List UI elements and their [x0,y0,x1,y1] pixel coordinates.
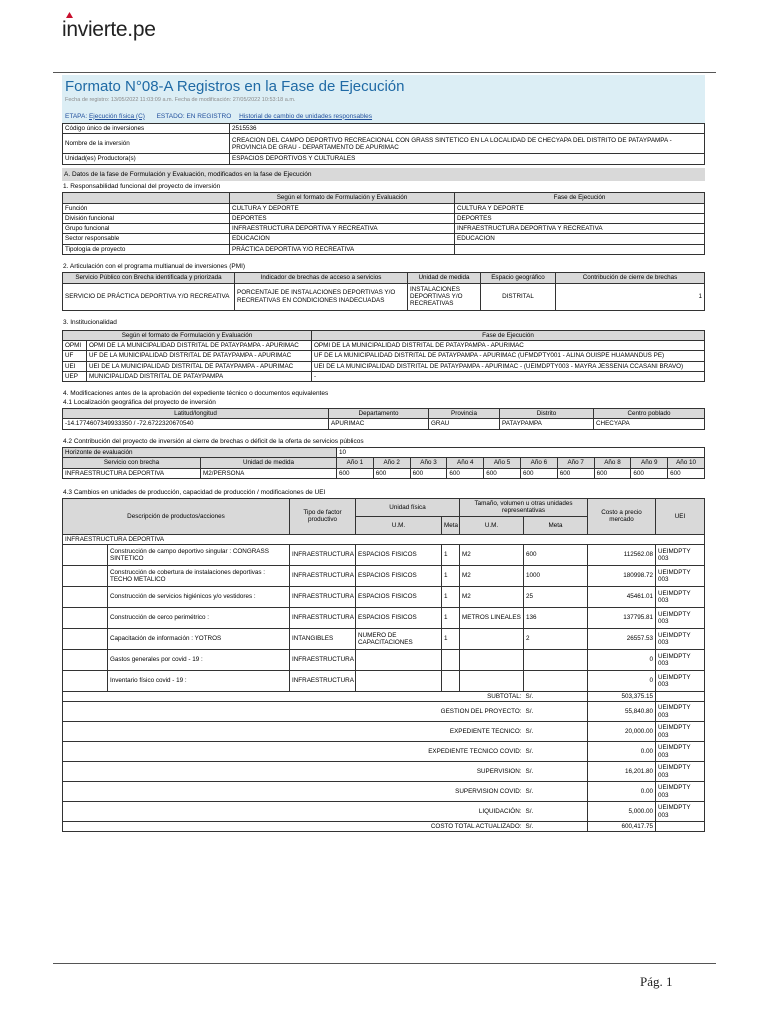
table-row [63,154,705,164]
table-row [63,244,705,254]
record-dates: Fecha de registro: 13/05/2022 11:03:09 a.m. Fecha de modificación: 27/05/2022 10:53:18 a.m. [65,97,296,104]
estado-label: ESTADO: [156,112,185,120]
desc-cell: Construcción de servicios higiénicos y/o vestidores : [108,586,290,607]
uei-cell: UEIMDPTY 003 [656,702,705,722]
group-row [63,534,705,544]
institucionalidad-table [62,330,705,382]
cell: INFRAESTRUCTURA DEPORTIVA Y RECREATIVA [230,224,455,234]
col-header: Tamaño, volumen u otras unidades representativas [460,499,588,516]
horizonte-label: Horizonte de evaluación [63,448,337,458]
footer-divider [53,963,716,964]
total-label: SUPERVISION: [63,762,524,782]
col-header: U.M. [460,516,524,534]
cell: INFRAESTRUCTURA [290,670,356,691]
total-label: SUPERVISION COVID: [63,782,524,802]
col-header: Costo a precio mercado [588,499,656,534]
table-row [63,448,705,458]
total-value: 0.00 [588,742,656,762]
total-label: GESTION DEL PROYECTO: [63,702,524,722]
total-row [63,822,705,832]
col-header: Año 1 [337,458,374,468]
cell: 600 [484,468,521,478]
currency: S/. [524,722,588,742]
table-row [63,124,705,134]
cell: INFRAESTRUCTURA [290,649,356,670]
total-row [63,691,705,701]
cell: 1000 [524,565,588,586]
desc-cell: Inventario físico covid - 19 : [108,670,290,691]
cell: PORCENTAJE DE INSTALACIONES DEPORTIVAS Y/O RECREATIVAS EN CONDICIONES INADECUADAS [235,283,408,310]
col-header: Servicio Público con Brecha identificada y priorizada [63,273,235,283]
cell: 600 [524,544,588,565]
total-label: EXPEDIENTE TECNICO COVID: [63,742,524,762]
cell: 600 [337,468,374,478]
cell: ESPACIOS FISICOS [356,586,442,607]
col-header: Año 3 [410,458,447,468]
total-value: 503,375.15 [588,691,656,701]
cell [442,670,460,691]
row-label: Sector responsable [63,234,230,244]
cell: 1 [442,607,460,628]
col-header: Año 8 [594,458,631,468]
total-row [63,702,705,722]
cell: 600 [373,468,410,478]
cell: METROS LINEALES [460,607,524,628]
cell: 600 [668,468,705,478]
currency: S/. [524,702,588,722]
cell: EDUCACION [455,234,705,244]
col-header: Latitud/longitud [63,409,329,419]
unidad-label: Unidad(es) Productora(s) [63,154,230,164]
cell: GRAU [429,419,500,429]
page-title: Formato N°08-A Registros en la Fase de Ejecución [65,78,405,95]
total-label: COSTO TOTAL ACTUALIZADO: [63,822,524,832]
table-row [63,468,705,478]
cell: 1 [442,628,460,649]
cost-cell: 180998.72 [588,565,656,586]
cell: M2 [460,586,524,607]
section-2-title: 2. Articulación con el programa multianual de inversiones (PMI) [63,262,246,270]
table-row [63,283,705,310]
cell: ESPACIOS FISICOS [356,544,442,565]
table-row [63,134,705,154]
cell: EDUCACION [230,234,455,244]
cell: UEI DE LA MUNICIPALIDAD DISTRITAL DE PATAYPAMPA - APURIMAC [87,361,312,371]
localizacion-table [62,408,705,429]
total-label: EXPEDIENTE TECNICO: [63,722,524,742]
col-header: Año 2 [373,458,410,468]
responsabilidad-table [62,192,705,254]
cell: APURIMAC [329,419,429,429]
cell: INFRAESTRUCTURA [290,586,356,607]
cell: CULTURA Y DEPORTE [230,203,455,213]
col-header: Distrito [500,409,594,419]
stage-status-row [65,113,702,121]
total-value: 20,000.00 [588,722,656,742]
cell [524,649,588,670]
uei-cell: UEIMDPTY 003 [656,544,705,565]
section-42-title: 4.2 Contribución del proyecto de inversión al cierre de brechas o déficit de la oferta de servicios públicos [63,437,364,445]
total-value: 0.00 [588,782,656,802]
section-4-title: 4. Modificaciones antes de la aprobación del expediente técnico o documentos equivalentes [63,390,329,398]
cell: UF DE LA MUNICIPALIDAD DISTRITAL DE PATAYPAMPA - APURIMAC (UFMDPTY001 - ALINA OUISPE HUAMANDUS PE) [312,351,705,361]
row-label: Grupo funcional [63,224,230,234]
total-value: 16,201.80 [588,762,656,782]
total-row [63,742,705,762]
cost-cell: 0 [588,649,656,670]
uei-cell: UEIMDPTY 003 [656,649,705,670]
col-header: Año 5 [484,458,521,468]
etapa-value: Ejecución física (C) [88,112,145,120]
nombre-label: Nombre de la inversión [63,134,230,154]
cell: 600 [594,468,631,478]
row-label: Función [63,203,230,213]
total-row [63,762,705,782]
uei-cell: UEIMDPTY 003 [656,742,705,762]
col-header: Unidad de medida [201,458,337,468]
cell: INTANGIBLES [290,628,356,649]
cell: NUMERO DE CAPACITACIONES [356,628,442,649]
currency: S/. [524,691,588,701]
col-header: Fase de Ejecución [312,331,705,341]
cell [356,649,442,670]
cell: PATAYPAMPA [500,419,594,429]
cell [442,649,460,670]
cell: 1 [556,283,705,310]
col-header: Servicio con brecha [63,458,201,468]
uei-cell: UEIMDPTY 003 [656,670,705,691]
cell: OPMI DE LA MUNICIPALIDAD DISTRITAL DE PATAYPAMPA - APURIMAC [312,341,705,351]
section-1-title: 1. Responsabilidad funcional del proyecto de inversión [63,182,221,190]
desc-cell: Construcción de campo deportivo singular : CONGRASS SINTETICO [108,544,290,565]
unidad-value: ESPACIOS DEPORTIVOS Y CULTURALES [230,154,705,164]
currency: S/. [524,802,588,822]
col-header: Indicador de brechas de acceso a servicios [235,273,408,283]
col-header: Provincia [429,409,500,419]
uei-cell: UEIMDPTY 003 [656,565,705,586]
cell: 2 [524,628,588,649]
col-header: Espacio geográfico [481,273,556,283]
table-row [63,670,705,691]
cell: UF DE LA MUNICIPALIDAD DISTRITAL DE PATAYPAMPA - APURIMAC [87,351,312,361]
history-link[interactable]: Historial de cambio de unidades responsables [239,112,373,120]
col-header-ejecucion: Fase de Ejecución [455,193,705,203]
col-header: Año 7 [557,458,594,468]
table-row [63,419,705,429]
desc-cell: Construcción de cerco perimétrico : [108,607,290,628]
cell [524,670,588,691]
currency: S/. [524,742,588,762]
cell [460,628,524,649]
cell: PRÁCTICA DEPORTIVA Y/O RECREATIVA [230,244,455,254]
col-header: Descripción de productos/acciones [63,499,290,534]
cell: INFRAESTRUCTURA [290,565,356,586]
table-row [63,544,705,565]
cell [460,670,524,691]
cost-cell: 0 [588,670,656,691]
col-header: U.M. [356,516,442,534]
desc-cell: Capacitación de información : YOTROS [108,628,290,649]
row-label: División funcional [63,213,230,223]
cell: DISTRITAL [481,283,556,310]
uei-cell: UEIMDPTY 003 [656,802,705,822]
cell: 600 [557,468,594,478]
cell: 136 [524,607,588,628]
cell: DEPORTES [455,213,705,223]
document-body [62,75,705,832]
cell: - [312,371,705,381]
total-label: SUBTOTAL: [63,691,524,701]
section-43-title: 4.3 Cambios en unidades de producción, capacidad de producción / modificaciones de UEI [63,488,326,496]
cell: OPMI DE LA MUNICIPALIDAD DISTRITAL DE PATAYPAMPA - APURIMAC [87,341,312,351]
cell: MUNICIPALIDAD DISTRITAL DE PATAYPAMPA [87,371,312,381]
cell: SERVICIO DE PRÁCTICA DEPORTIVA Y/O RECREATIVA [63,283,235,310]
cell: -14.1774607349933350 / -72.6722320670540 [63,419,329,429]
col-header-formulacion: Según el formato de Formulación y Evaluación [230,193,455,203]
col-header: Unidad de medida [408,273,481,283]
table-row [63,649,705,670]
uei-cell [656,691,705,701]
logo-accent-icon [66,12,73,18]
col-header: Año 9 [631,458,668,468]
col-header: Tipo de factor productivo [290,499,356,534]
cell: INFRAESTRUCTURA [290,544,356,565]
document-header [62,75,705,123]
table-row [63,203,705,213]
uei-cell: UEIMDPTY 003 [656,762,705,782]
row-label: UF [63,351,87,361]
table-row [63,371,705,381]
col-header: UEI [656,499,705,534]
col-header: Año 6 [520,458,557,468]
col-header: Año 4 [447,458,484,468]
row-label: UEP [63,371,87,381]
codigo-label: Código único de inversiones [63,124,230,134]
uei-cell: UEIMDPTY 003 [656,722,705,742]
uei-cell: UEIMDPTY 003 [656,782,705,802]
col-header: Año 10 [668,458,705,468]
total-value: 600,417.75 [588,822,656,832]
cell: 600 [410,468,447,478]
general-info-table [62,123,705,164]
total-value: 55,840.80 [588,702,656,722]
header-divider [53,72,716,73]
col-header: Según el formato de Formulación y Evaluación [63,331,312,341]
cost-cell: 45461.01 [588,586,656,607]
cell: 1 [442,544,460,565]
invierte-pe-logo [62,18,156,42]
horizonte-value: 10 [337,448,705,458]
row-label: Tipología de proyecto [63,244,230,254]
table-row [63,351,705,361]
group-label: INFRAESTRUCTURA DEPORTIVA [63,534,705,544]
col-header: Departamento [329,409,429,419]
cell: INFRAESTRUCTURA [290,607,356,628]
table-row [63,234,705,244]
uei-cell: UEIMDPTY 003 [656,607,705,628]
cost-cell: 112562.08 [588,544,656,565]
cell: DEPORTES [230,213,455,223]
cost-cell: 26557.53 [588,628,656,649]
cell: INFRAESTRUCTURA DEPORTIVA [63,468,201,478]
cell: M2 [460,544,524,565]
cell: INSTALACIONES DEPORTIVAS Y/O RECREATIVAS [408,283,481,310]
cell: 1 [442,586,460,607]
logo-text: invierte.pe [62,18,156,41]
uei-cell [656,822,705,832]
pmi-table [62,272,705,310]
cell [356,670,442,691]
section-41-title: 4.1 Localización geográfica del proyecto de inversión [63,398,216,406]
uei-cell: UEIMDPTY 003 [656,586,705,607]
cell: UEI DE LA MUNICIPALIDAD DISTRITAL DE PATAYPAMPA - APURIMAC - (UEIMDPTY003 - MAYRA JESSENIA CCASANI BRAVO) [312,361,705,371]
currency: S/. [524,822,588,832]
estado-value: EN REGISTRO [186,112,232,120]
cell: ESPACIOS FISICOS [356,565,442,586]
cambios-uei-table [62,498,705,832]
total-value: 5,000.00 [588,802,656,822]
cell: M2 [460,565,524,586]
cell: 25 [524,586,588,607]
cell: CHECYAPA [594,419,705,429]
cell: CULTURA Y DEPORTE [455,203,705,213]
cost-cell: 137795.81 [588,607,656,628]
row-label: UEI [63,361,87,371]
cell: ESPACIOS FISICOS [356,607,442,628]
cell: 600 [631,468,668,478]
table-row [63,341,705,351]
codigo-value: 2515536 [230,124,705,134]
row-label: OPMI [63,341,87,351]
nombre-value: CREACION DEL CAMPO DEPORTIVO RECREACIONAL CON GRASS SINTETICO EN LA LOCALIDAD DE CHECYAPA DEL DISTRITO DE PATAYPAMPA - PROVINCIA DE GRAU - DEPARTAMENTO DE APURIMAC [230,134,705,154]
table-row [63,361,705,371]
total-row [63,802,705,822]
cell: INFRAESTRUCTURA DEPORTIVA Y RECREATIVA [455,224,705,234]
table-row [63,224,705,234]
total-row [63,722,705,742]
cell: 1 [442,565,460,586]
uei-cell: UEIMDPTY 003 [656,628,705,649]
total-row [63,782,705,802]
col-header: Centro poblado [594,409,705,419]
table-row [63,213,705,223]
cell: M2/PERSONA [201,468,337,478]
empty-header [63,193,230,203]
col-header: Meta [524,516,588,534]
cell: 600 [447,468,484,478]
cell [460,649,524,670]
currency: S/. [524,762,588,782]
desc-cell: Gastos generales por covid - 19 : [108,649,290,670]
desc-cell: Construcción de cobertura de instalaciones deportivas : TECHO METALICO [108,565,290,586]
table-row [63,565,705,586]
etapa-label: ETAPA: [65,112,88,120]
table-row [63,607,705,628]
table-row [63,586,705,607]
section-3-title: 3. Institucionalidad [63,318,117,326]
section-a-header: A. Datos de la fase de Formulación y Evaluación, modificados en la fase de Ejecución [62,168,705,181]
col-header: Meta [442,516,460,534]
col-header: Unidad física [356,499,460,516]
col-header: Contribución de cierre de brechas [556,273,705,283]
cell [455,244,705,254]
brechas-table [62,447,705,479]
page-number: Pág. 1 [640,974,673,989]
total-label: LIQUIDACIÓN: [63,802,524,822]
currency: S/. [524,782,588,802]
table-row [63,628,705,649]
cell: 600 [520,468,557,478]
